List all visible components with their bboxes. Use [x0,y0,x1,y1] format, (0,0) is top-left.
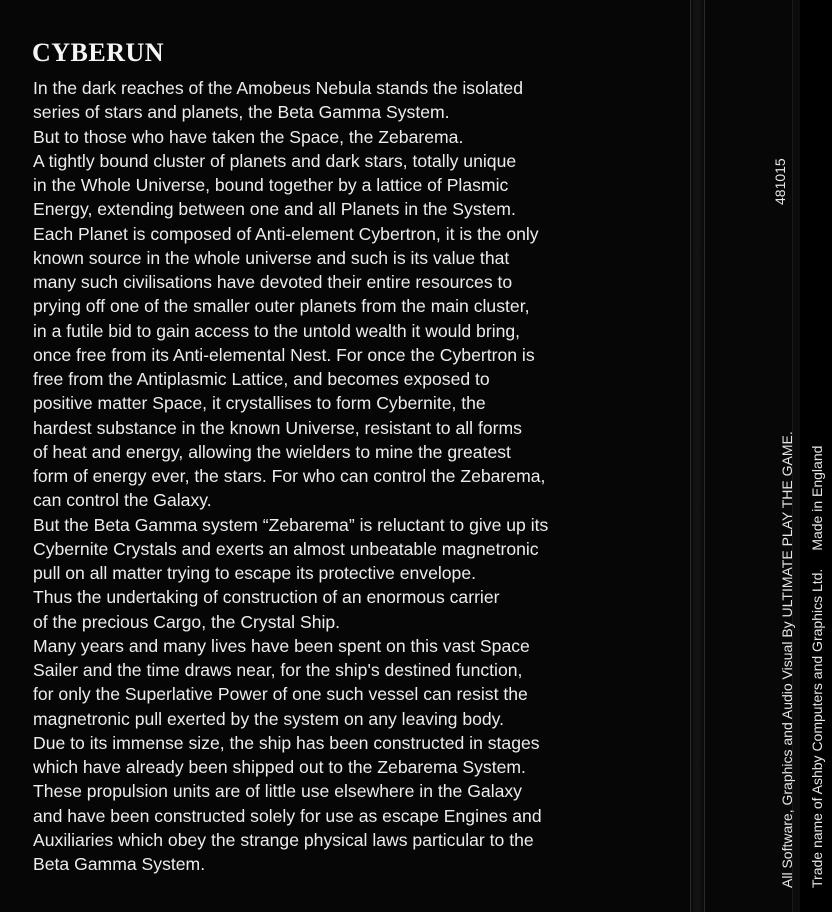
spine-fold-strip [690,0,704,912]
story-line: pull on all matter trying to escape its protective envelope. [33,563,477,583]
story-line: These propulsion units are of little use elsewhere in the Galaxy [33,781,522,802]
story-line: In the dark reaches of the Amobeus Nebula stands the isolated [33,78,524,98]
story-paragraph [33,76,683,876]
story-line: in the Whole Universe, bound together by a lattice of Plasmic [33,175,509,195]
story-line: Beta Gamma System. [33,854,206,874]
story-line: Sailer and the time draws near, for the ship's destined function, [33,660,523,680]
story-line: Many years and many lives have been spent on this vast Space [33,635,530,656]
story-line: free from the Antiplasmic Lattice, and becomes exposed to [33,369,490,389]
story-line: in a futile bid to gain access to the untold wealth it would bring, [33,320,521,341]
game-title: CYBERUN [32,38,165,67]
story-line: Thus the undertaking of construction of an enormous carrier [33,587,500,608]
spine-trademark-line: Trade name of Ashby Computers and Graphics Ltd. [809,568,825,888]
story-line: can control the Galaxy. [33,490,212,511]
story-line: hardest substance in the known Universe, resistant to all forms [33,417,522,438]
story-line: magnetronic pull exerted by the system on any leaving body. [33,708,505,729]
story-line: known source in the whole universe and such is its value that [33,247,510,268]
story-line: Cybernite Crystals and exerts an almost unbeatable magnetronic [33,538,539,559]
spine-made-in: Made in England [809,445,825,551]
story-line: positive matter Space, it crystallises to form Cybernite, the [33,393,486,414]
story-line: But the Beta Gamma system “Zebarema” is reluctant to give up its [33,514,549,535]
story-line: A tightly bound cluster of planets and dark stars, totally unique [33,150,517,171]
story-line: of the precious Cargo, the Crystal Ship. [33,611,341,632]
story-line: Auxiliaries which obey the strange physical laws particular to the [33,829,534,850]
story-line: Energy, extending between one and all Planets in the System. [33,199,516,220]
spine-credits [772,128,832,888]
story-line: for only the Superlative Power of one such vessel can resist the [33,684,528,705]
spine-catalogue-number: 481015 [772,158,788,205]
story-line: many such civilisations have devoted their entire resources to [33,272,513,292]
story-line: once free from its Anti-elemental Nest. For once the Cybertron is [33,344,535,365]
story-line: But to those who have taken the Space, the Zebarema. [33,126,464,147]
story-line: and have been constructed solely for use as escape Engines and [33,805,542,826]
spine-credit-line: All Software, Graphics and Audio Visual By ULTIMATE PLAY THE GAME. [779,431,795,888]
story-line: Due to its immense size, the ship has been constructed in stages [33,732,540,753]
story-line: of heat and energy, allowing the wielders to mine the greatest [33,441,511,462]
story-line: prying off one of the smaller outer planets from the main cluster, [33,296,530,317]
spine-trademark-row [802,128,832,888]
story-line: Each Planet is composed of Anti-element Cybertron, it is the only [33,223,539,244]
story-line: series of stars and planets, the Beta Gamma System. [33,102,450,123]
story-line: form of energy ever, the stars. For who can control the Zebarema, [33,466,546,486]
fold-line [690,0,691,912]
story-line: which have already been shipped out to the Zebarema System. [33,757,526,777]
